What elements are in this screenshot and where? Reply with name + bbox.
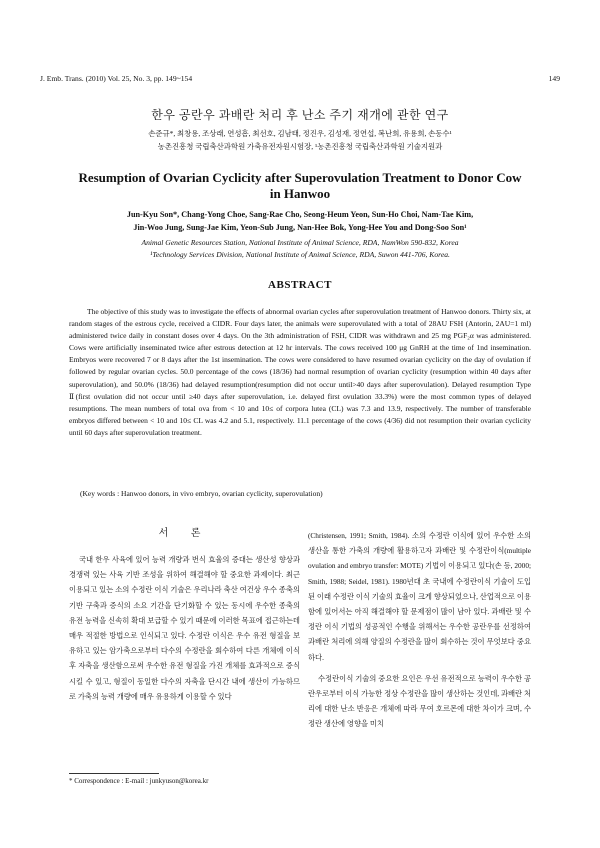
english-authors-line-2: Jin-Woo Jung, Sung-Jae Kim, Yeon-Sub Jung, Nan-Hee Bok, Yong-Hee You and Dong-Soo Son¹ bbox=[133, 223, 467, 232]
intro-paragraph-3: 수정란이식 기술의 중요한 요인은 우선 유전적으로 능력이 우수한 공란우로부터 이식 가능한 정상 수정란을 많이 생산하는 것인데, 과배란 처리에 대한 난소 반응은 개체에 따라 무여 호르몬에 대한 차이가 크며, 수정란 생산에 영향을 미치 bbox=[308, 673, 531, 729]
korean-affiliation: 농촌진흥청 국립축산과학원 가축유전자원시험장, ¹농촌진흥청 국립축산과학원 기술지원과 bbox=[157, 142, 443, 151]
english-authors bbox=[40, 208, 560, 234]
correspondence-footnote: * Correspondence : E-mail : junkyuson@korea.kr bbox=[69, 777, 209, 785]
running-head bbox=[40, 74, 560, 83]
section-title-introduction: 서 론 bbox=[158, 528, 211, 539]
body-column-right bbox=[308, 528, 531, 732]
keywords: (Key words : Hanwoo donors, in vivo embryo, ovarian cyclicity, superovulation) bbox=[80, 489, 323, 498]
intro-paragraph-2: (Christensen, 1991; Smith, 1984). 소의 수정란 이식에 있어 우수한 소의 생산을 통한 가축의 개량에 활용하고자 과배란 및 수정란이식(multiple ovulation and embryo transfer: MOTE) 기법이 이용되고 있다(손 등, 2000; Smith, 1988; Seidel, 1981). 1980년대 초 국내에 수정란이식 기술이 도입된 이래 수정란 이식 기술의 효율이 크게 향상되었으나, 산업적으로 이용함에 있어서는 아직 해결해야 할 문제점이 많이 남아 있다. 과배란 및 수정란 이식 기법의 성공적인 수행을 위해서는 우수한 공란우를 선정하여 과배란 처리에 의해 양질의 수정란을 많이 회수하는 것이 무엇보다 중요하다. bbox=[308, 531, 531, 662]
korean-title: 한우 공란우 과배란 처리 후 난소 주기 재개에 관한 연구 bbox=[151, 108, 449, 122]
english-authors-line-1: Jun-Kyu Son*, Chang-Yong Choe, Sang-Rae Cho, Seong-Heum Yeon, Sun-Ho Choi, Nam-Tae Kim, bbox=[126, 210, 474, 219]
footnote-divider bbox=[69, 773, 159, 774]
english-title-line-1: Resumption of Ovarian Cyclicity after Superovulation Treatment to Donor Cow bbox=[78, 170, 522, 185]
korean-authors: 손준규*, 최창용, 조상래, 연성흠, 최선호, 김남태, 정진우, 김성재, 정연섭, 복난희, 유용희, 손동수¹ bbox=[148, 129, 452, 138]
english-title bbox=[40, 170, 560, 202]
body-column-left bbox=[69, 528, 300, 704]
intro-paragraph-1: 국내 한우 사육에 있어 능력 개량과 번식 효율의 증대는 생산성 향상과 경쟁력 있는 사육 기반 조성을 위하여 해결해야 할 중요한 과제이다. 최근 이용되고 있는 소의 수정란 이식 기술은 우리나라 축산 여건상 우수 종축의 기반 구축과 증식의 소요 기간을 단기화할 수 있는 동시에 우수한 종축의 유전 능력을 신속히 확대 보급할 수 있기 때문에 이러한 목표에 접근하는데 매우 적절한 방법으로 인식되고 있다. 수정란 이식은 우수 유전 형질을 보유하고 있는 암가축으로부터 다수의 수정란을 회수하여 다른 개체에 이식 후 자축을 생산함으로써 우수한 유전 형질을 가진 개체를 효과적으로 증식시킬 수 있고, 형질이 동일한 다수의 자축을 단시간 내에 생산이 가능하므로 가축의 능력 개량에 매우 유용하게 이용할 수 있다 bbox=[69, 555, 300, 701]
english-title-line-2: in Hanwoo bbox=[269, 186, 331, 201]
affiliation-line-1: Animal Genetic Resources Station, National Institute of Animal Science, RDA, NamWon 590-832, Korea bbox=[141, 238, 459, 247]
abstract-body: The objective of this study was to investigate the effects of abnormal ovarian cycles after superovulation treatment of Hanwoo donors. Thirty six, at random stages of the estrous cycle, received a CIDR. Four days later, the animals were superovulated with a total of 28AU FSH (Antorin, 2AU=1 ml) administered twice daily in constant doses over 4 days. On the 3th administration of FSH, CIDR was withdrawn and 25 mg PGF₂α was administered. Cows were artificially inseminated twice after estrous detection at 12 hr intervals. The cows received 100 μg GnRH at the time of 1nd insemination. Embryos were recovered 7 or 8 days after the 1st insemination. The cows were considered to have resumed ovarian cyclicity on the day of ovulation if followed by regular ovarian cycles. 50.0 percentage of the cows (18/36) had normal resumption of ovarian cyclicity (resumption within 40 days after superovulation), and 50.0% (18/36) had delayed resumption(resumption did not occur until>40 days after superovulation). Delayed resumption Type Ⅱ(first ovulation did not occur until ≥40 days after superovulation, i.e. delayed first ovulation 33.3%) were the most common types of delayed resumptions. The mean numbers of total ova from < 10 and 10≤ of corpora lutea (CL) was 7.3 and 13.9, respectively. The number of transferable embryos differed between < 10 and 10≤ CL was 4.2 and 5.1, respectively. 11.1 percentage of the cows (4/36) did not resumption their ovarian cyclicity until 60 days after superovulation treatment. bbox=[69, 307, 531, 437]
affiliations bbox=[40, 237, 560, 261]
abstract-heading: ABSTRACT bbox=[268, 279, 332, 291]
korean-author-block bbox=[0, 127, 600, 153]
page-number: 149 bbox=[548, 74, 560, 83]
affiliation-line-2: ¹Technology Services Division, National Institute of Animal Science, RDA, Suwon 441-706, Korea. bbox=[150, 250, 450, 259]
journal-citation: J. Emb. Trans. (2010) Vol. 25, No. 3, pp. 149~154 bbox=[40, 74, 193, 83]
